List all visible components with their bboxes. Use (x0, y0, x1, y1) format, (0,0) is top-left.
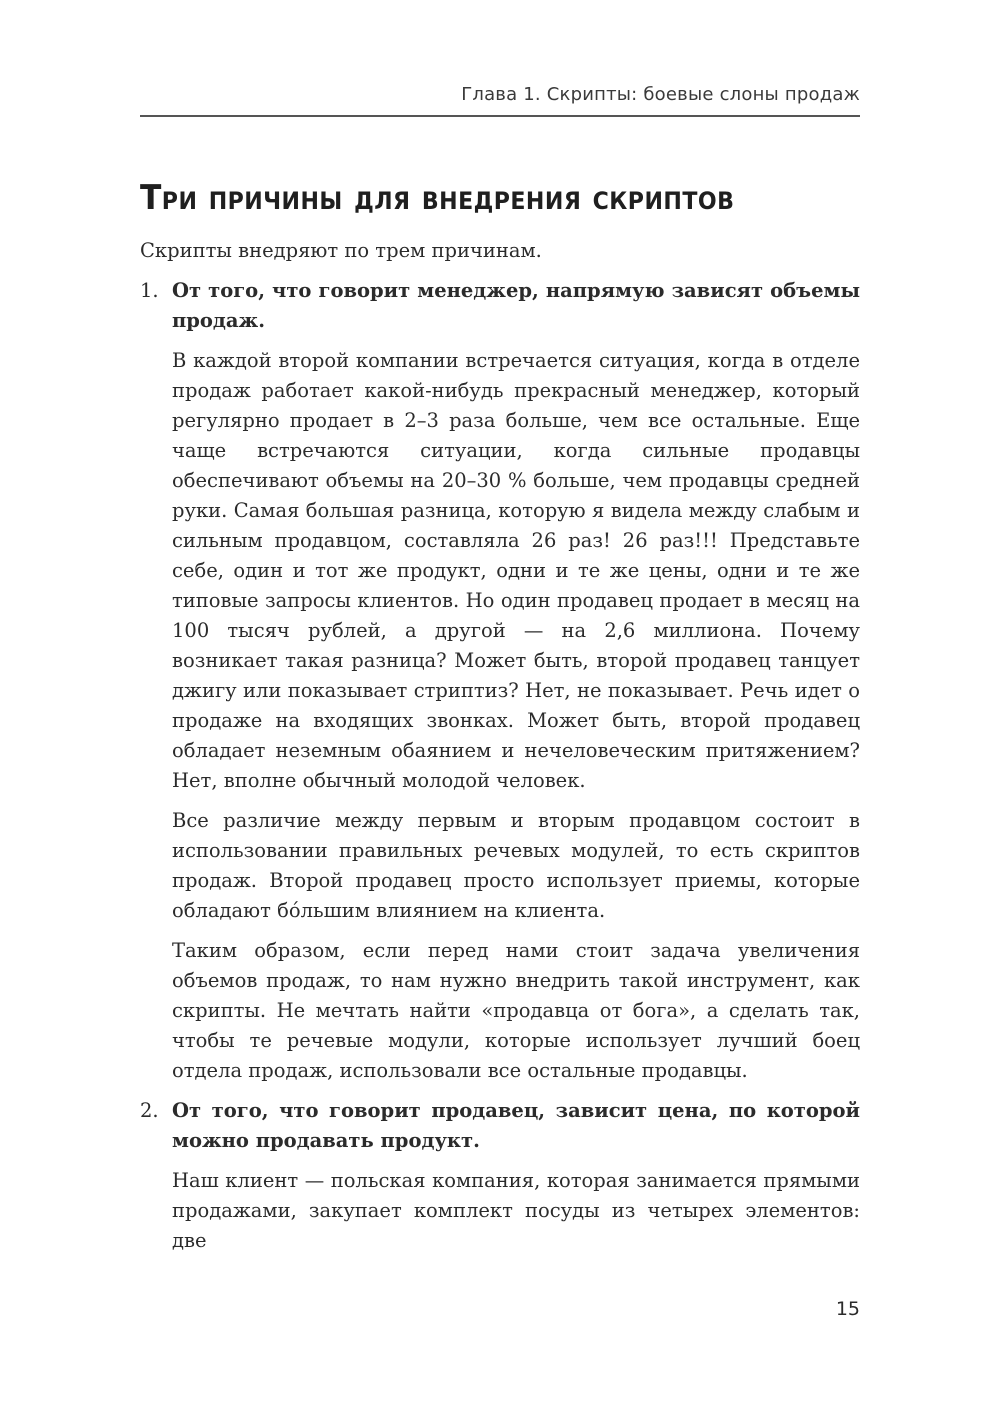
paragraph: В каждой второй компании встречается ситуация, когда в отделе продаж работает какой-нибудь прекрасный менеджер, который регулярно продает в 2–3 раза больше, чем все остальные. Еще чаще встречаются ситуации, когда сильные продавцы обеспечивают объемы на 20–30 % больше, чем продавцы средней руки. Самая большая разница, которую я видела между слабым и сильным продавцом, составляла 26 раз! 26 раз!!! Представьте себе, один и тот же продукт, одни и те же цены, одни и те же типовые запросы клиентов. Но один продавец продает в месяц на 100 тысяч рублей, а другой — на 2,6 миллиона. Почему возникает такая разница? Может быть, второй продавец танцует джигу или показывает стриптиз? Нет, не показывает. Речь идет о продаже на входящих звонках. Может быть, второй продавец обладает неземным обаянием и нечеловеческим притяжением? Нет, вполне обычный молодой человек. (172, 349, 860, 792)
list-item-1 (140, 276, 860, 336)
page-number: 15 (835, 1298, 860, 1320)
list-item-heading: От того, что говорит продавец, зависит цена, по которой можно продавать продукт. (172, 1099, 860, 1152)
running-head: Глава 1. Скрипты: боевые слоны продаж (461, 84, 860, 105)
header-divider (140, 115, 860, 117)
list-number: 2. (140, 1099, 159, 1122)
section-title: Три причины для внедрения скриптов (140, 178, 735, 218)
intro-text: Скрипты внедряют по трем причинам. (140, 239, 542, 262)
paragraph: Все различие между первым и вторым продавцом состоит в использовании правильных речевых модулей, то есть скриптов продаж. Второй продавец просто использует приемы, которые обладают бóльшим влиянием на клиента. (172, 809, 860, 922)
list-number: 1. (140, 279, 159, 302)
paragraph: Наш клиент — польская компания, которая занимается прямыми продажами, закупает комплект посуды из четырех элементов: две (172, 1169, 860, 1252)
list-item-2 (140, 1096, 860, 1156)
paragraph: Таким образом, если перед нами стоит задача увеличения объемов продаж, то нам нужно внедрить такой инструмент, как скрипты. Не мечтать найти «продавца от бога», а сделать так, чтобы те речевые модули, которые использует лучший боец отдела продаж, использовали все остальные продавцы. (172, 939, 860, 1082)
list-item-heading: От того, что говорит менеджер, напрямую зависят объемы продаж. (172, 279, 860, 332)
body-text (140, 236, 860, 1266)
